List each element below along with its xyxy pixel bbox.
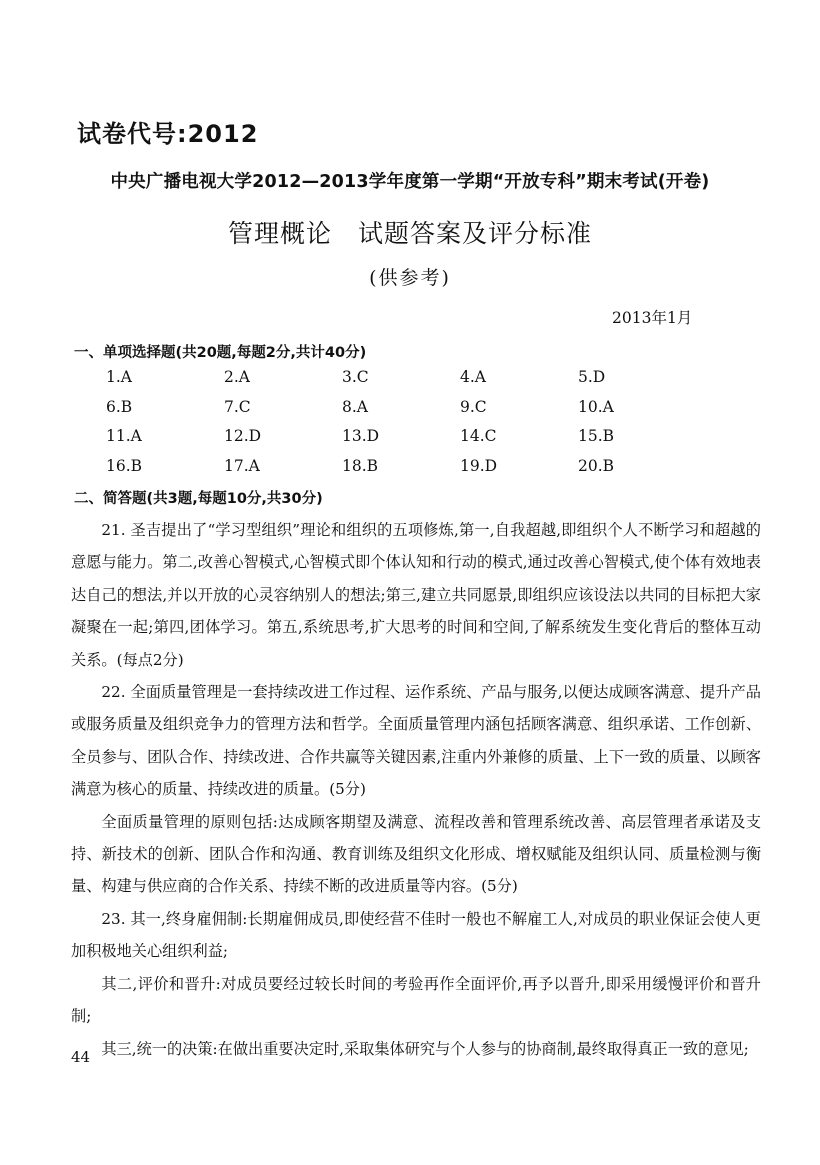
answer-text xyxy=(71,514,761,1065)
answer-item: 14.C xyxy=(460,427,497,445)
answer-item: 3.C xyxy=(342,368,369,386)
answer-paragraph: 22. 全面质量管理是一套持续改进工作过程、运作系统、产品与服务,以便达成顾客满意、提升产品或服务质量及组织竞争力的管理方法和哲学。全面质量管理内涵包括顾客满意、组织承诺、工作创新、全员参与、团队合作、持续改进、合作共赢等关键因素,注重内外兼修的质量、上下一致的质量、以顾客满意为核心的质量、持续改进的质量。(5分) xyxy=(71,683,761,799)
answer-paragraph: 23. 其一,终身雇佣制:长期雇佣成员,即使经营不佳时一般也不解雇工人,对成员的职业保证会使人更加积极地关心组织利益; xyxy=(71,909,761,961)
answer-item: 1.A xyxy=(106,368,132,386)
answer-item: 17.A xyxy=(224,456,260,475)
paper-code: 试卷代号:2012 xyxy=(77,120,259,148)
answer-item: 20.B xyxy=(578,456,615,475)
section2-heading: 二、简答题(共3题,每题10分,共30分) xyxy=(74,491,323,507)
answer-item: 15.B xyxy=(578,427,615,445)
answer-item: 12.D xyxy=(224,427,262,445)
exam-date: 2013年1月 xyxy=(612,309,693,327)
answer-paragraph: 其二,评价和晋升:对成员要经过较长时间的考验再作全面评价,再予以晋升,即采用缓慢评价和晋升制; xyxy=(71,974,761,1026)
answer-item: 7.C xyxy=(224,397,251,416)
answer-grid xyxy=(106,368,696,486)
answer-item: 9.C xyxy=(460,397,487,416)
answer-item: 2.A xyxy=(224,368,250,386)
answer-paragraph: 21. 圣吉提出了“学习型组织”理论和组织的五项修炼,第一,自我超越,即组织个人不断学习和超越的意愿与能力。第二,改善心智模式,心智模式即个体认知和行动的模式,通过改善心智模式,使个体有效地表达自己的想法,并以开放的心灵容纳别人的想法;第三,建立共同愿景,即组织应该设法以共同的目标把大家凝聚在一起;第四,团体学习。第五,系统思考,扩大思考的时间和空间,了解系统发生变化背后的整体互动关系。(每点2分) xyxy=(71,521,761,669)
answer-item: 4.A xyxy=(460,368,486,386)
page-number: 44 xyxy=(71,1048,91,1066)
page-subtitle: (供参考) xyxy=(369,267,451,289)
answer-item: 16.B xyxy=(106,456,143,475)
answer-paragraph: 其三,统一的决策:在做出重要决定时,采取集体研究与个人参与的协商制,最终取得真正一致的意见; xyxy=(101,1039,749,1058)
answer-item: 13.D xyxy=(342,427,380,445)
answer-item: 18.B xyxy=(342,456,379,475)
answer-item: 19.D xyxy=(460,456,498,475)
answer-item: 10.A xyxy=(578,397,614,416)
answer-item: 8.A xyxy=(342,397,368,416)
answer-paragraph: 全面质量管理的原则包括:达成顾客期望及满意、流程改善和管理系统改善、高层管理者承诺及支持、新技术的创新、团队合作和沟通、教育训练及组织文化形成、增权赋能及组织认同、质量检测与衡量、构建与供应商的合作关系、持续不断的改进质量等内容。(5分) xyxy=(71,812,761,896)
page-title: 管理概论 试题答案及评分标准 xyxy=(227,219,592,248)
answer-item: 11.A xyxy=(106,427,142,445)
answer-item: 6.B xyxy=(106,397,133,416)
section1-heading: 一、单项选择题(共20题,每题2分,共计40分) xyxy=(74,345,367,361)
exam-header: 中央广播电视大学2012—2013学年度第一学期“开放专科”期末考试(开卷) xyxy=(110,172,710,192)
answer-item: 5.D xyxy=(578,368,606,386)
